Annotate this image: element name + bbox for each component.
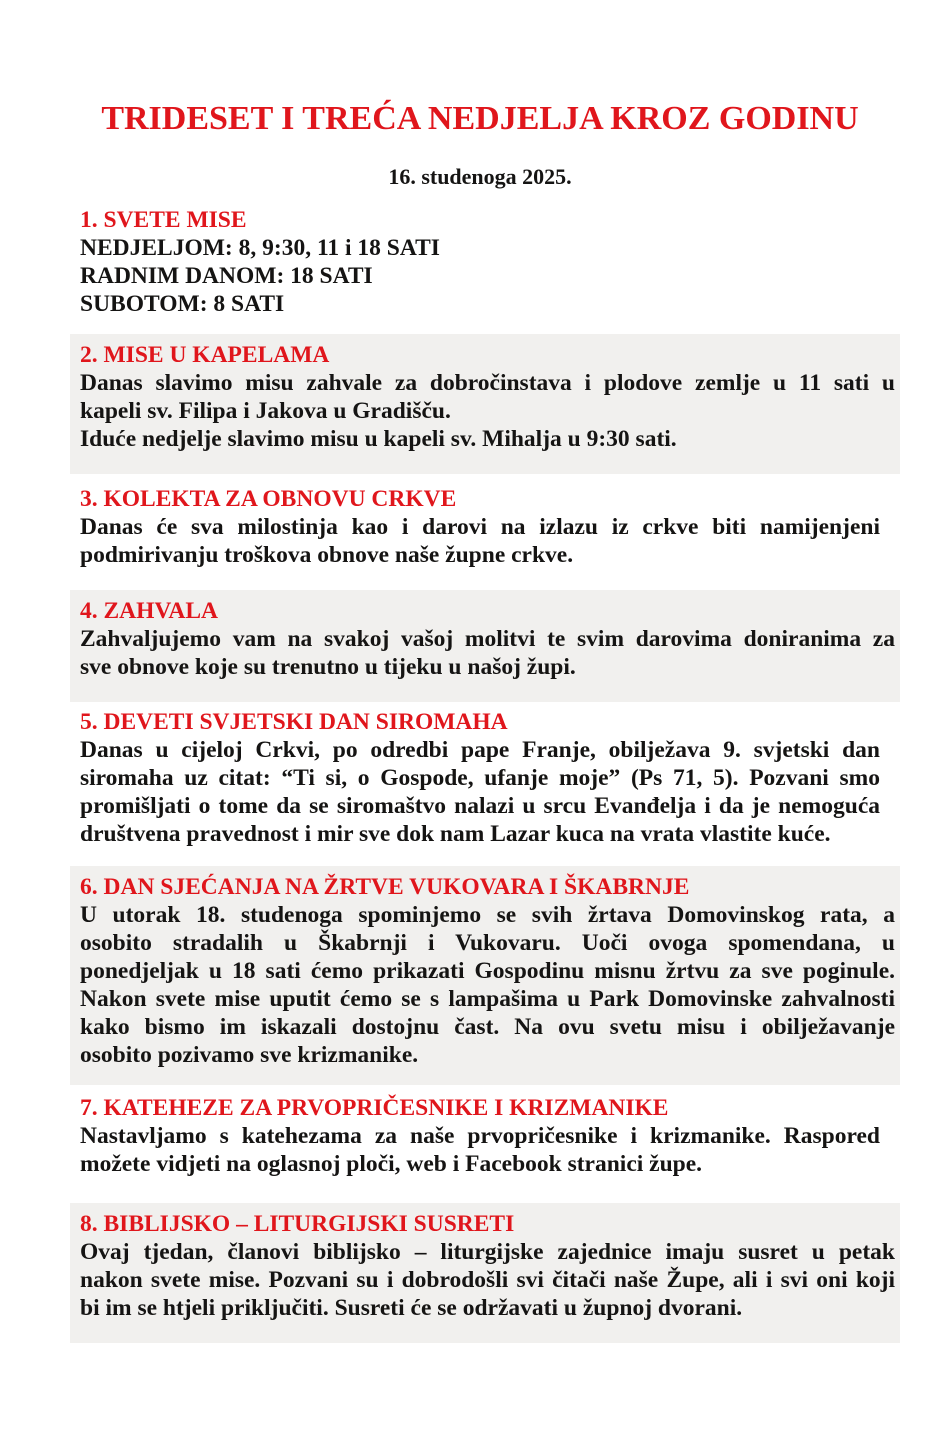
section-1-svete-mise	[80, 206, 880, 318]
body-line: podmirivanju troškova obnove naše župne crkve.	[80, 542, 574, 568]
body-line: kapeli sv. Filipa i Jakova u Gradišču.	[80, 398, 451, 424]
body-line: Nastavljamo s katehezama za naše prvopričesnike i krizmanike. Raspored	[80, 1123, 880, 1149]
section-6-heading: 6. DAN SJEĆANJA NA ŽRTVE VUKOVARA I ŠKABRNJE	[80, 874, 690, 900]
section-2-mise-u-kapelama	[70, 334, 900, 474]
section-4-heading: 4. ZAHVALA	[80, 598, 218, 624]
body-line: promišljati o tome da se siromaštvo nalazi u srcu Evanđelja i da je nemoguća	[80, 793, 880, 819]
section-3-heading: 3. KOLEKTA ZA OBNOVU CRKVE	[80, 486, 457, 512]
body-line: siromaha uz citat: “Ti si, o Gospode, ufanje moje” (Ps 71, 5). Pozvani smo	[80, 765, 880, 791]
body-line: Ovaj tjedan, članovi biblijsko – liturgijske zajednice imaju susret u petak	[80, 1239, 895, 1265]
body-line: društvena pravednost i mir sve dok nam Lazar kuca na vrata vlastite kuće.	[80, 821, 831, 847]
section-7-kateheze	[80, 1094, 880, 1178]
body-line: Iduće nedjelje slavimo misu u kapeli sv. Mihalja u 9:30 sati.	[80, 426, 677, 452]
body-line: bi im se htjeli priključiti. Susreti će se održavati u župnoj dvorani.	[80, 1295, 743, 1321]
section-6-dan-sjecanja	[70, 866, 900, 1085]
section-5-dan-siromaha	[80, 708, 880, 848]
section-1-heading: 1. SVETE MISE	[80, 207, 247, 233]
section-5-heading: 5. DEVETI SVJETSKI DAN SIROMAHA	[80, 709, 508, 735]
body-line: Danas će sva milostinja kao i darovi na izlazu iz crkve biti namijenjeni	[80, 514, 880, 540]
date-line: 16. studenoga 2025.	[388, 164, 572, 189]
body-line: Zahvaljujemo vam na svakoj vašoj molitvi te svim darovima doniranima za	[80, 626, 895, 652]
body-line: osobito pozivamo sve krizmanike.	[80, 1042, 419, 1068]
mass-schedule-line: RADNIM DANOM: 18 SATI	[80, 263, 373, 289]
body-line: nakon svete mise. Pozvani su i dobrodošli svi čitači naše Župe, ali i svi oni koji	[80, 1267, 895, 1293]
body-line: Nakon svete mise uputit ćemo se s lampašima u Park Domovinske zahvalnosti	[80, 986, 895, 1012]
bulletin-document	[80, 0, 895, 1343]
body-line: možete vidjeti na oglasnoj ploči, web i Facebook stranici župe.	[80, 1151, 703, 1177]
body-line: sve obnove koje su trenutno u tijeku u našoj župi.	[80, 654, 576, 680]
body-line: ponedjeljak u 18 sati ćemo prikazati Gospodinu misnu žrtvu za sve poginule.	[80, 958, 895, 984]
mass-schedule-line: NEDJELJOM: 8, 9:30, 11 i 18 SATI	[80, 235, 440, 261]
section-8-heading: 8. BIBLIJSKO – LITURGIJSKI SUSRETI	[80, 1211, 515, 1237]
body-line: Danas u cijeloj Crkvi, po odredbi pape Franje, obilježava 9. svjetski dan	[80, 737, 880, 763]
section-4-zahvala	[70, 590, 900, 702]
body-line: U utorak 18. studenoga spominjemo se svih žrtava Domovinskog rata, a	[80, 902, 895, 928]
section-3-kolekta	[80, 485, 880, 569]
mass-schedule-line: SUBOTOM: 8 SATI	[80, 291, 285, 317]
body-line: osobito stradalih u Škabrnji i Vukovaru. Uoči ovoga spomendana, u	[80, 930, 895, 956]
section-8-biblijsko-liturgijski	[70, 1203, 900, 1343]
section-2-heading: 2. MISE U KAPELAMA	[80, 342, 330, 368]
body-line: Danas slavimo misu zahvale za dobročinstava i plodove zemlje u 11 sati u	[80, 370, 895, 396]
section-7-heading: 7. KATEHEZE ZA PRVOPRIČESNIKE I KRIZMANIKE	[80, 1095, 669, 1121]
body-line: kako bismo im iskazali dostojnu čast. Na ovu svetu misu i obilježavanje	[80, 1014, 895, 1040]
page-title: TRIDESET I TREĆA NEDJELJA KROZ GODINU	[101, 100, 859, 137]
